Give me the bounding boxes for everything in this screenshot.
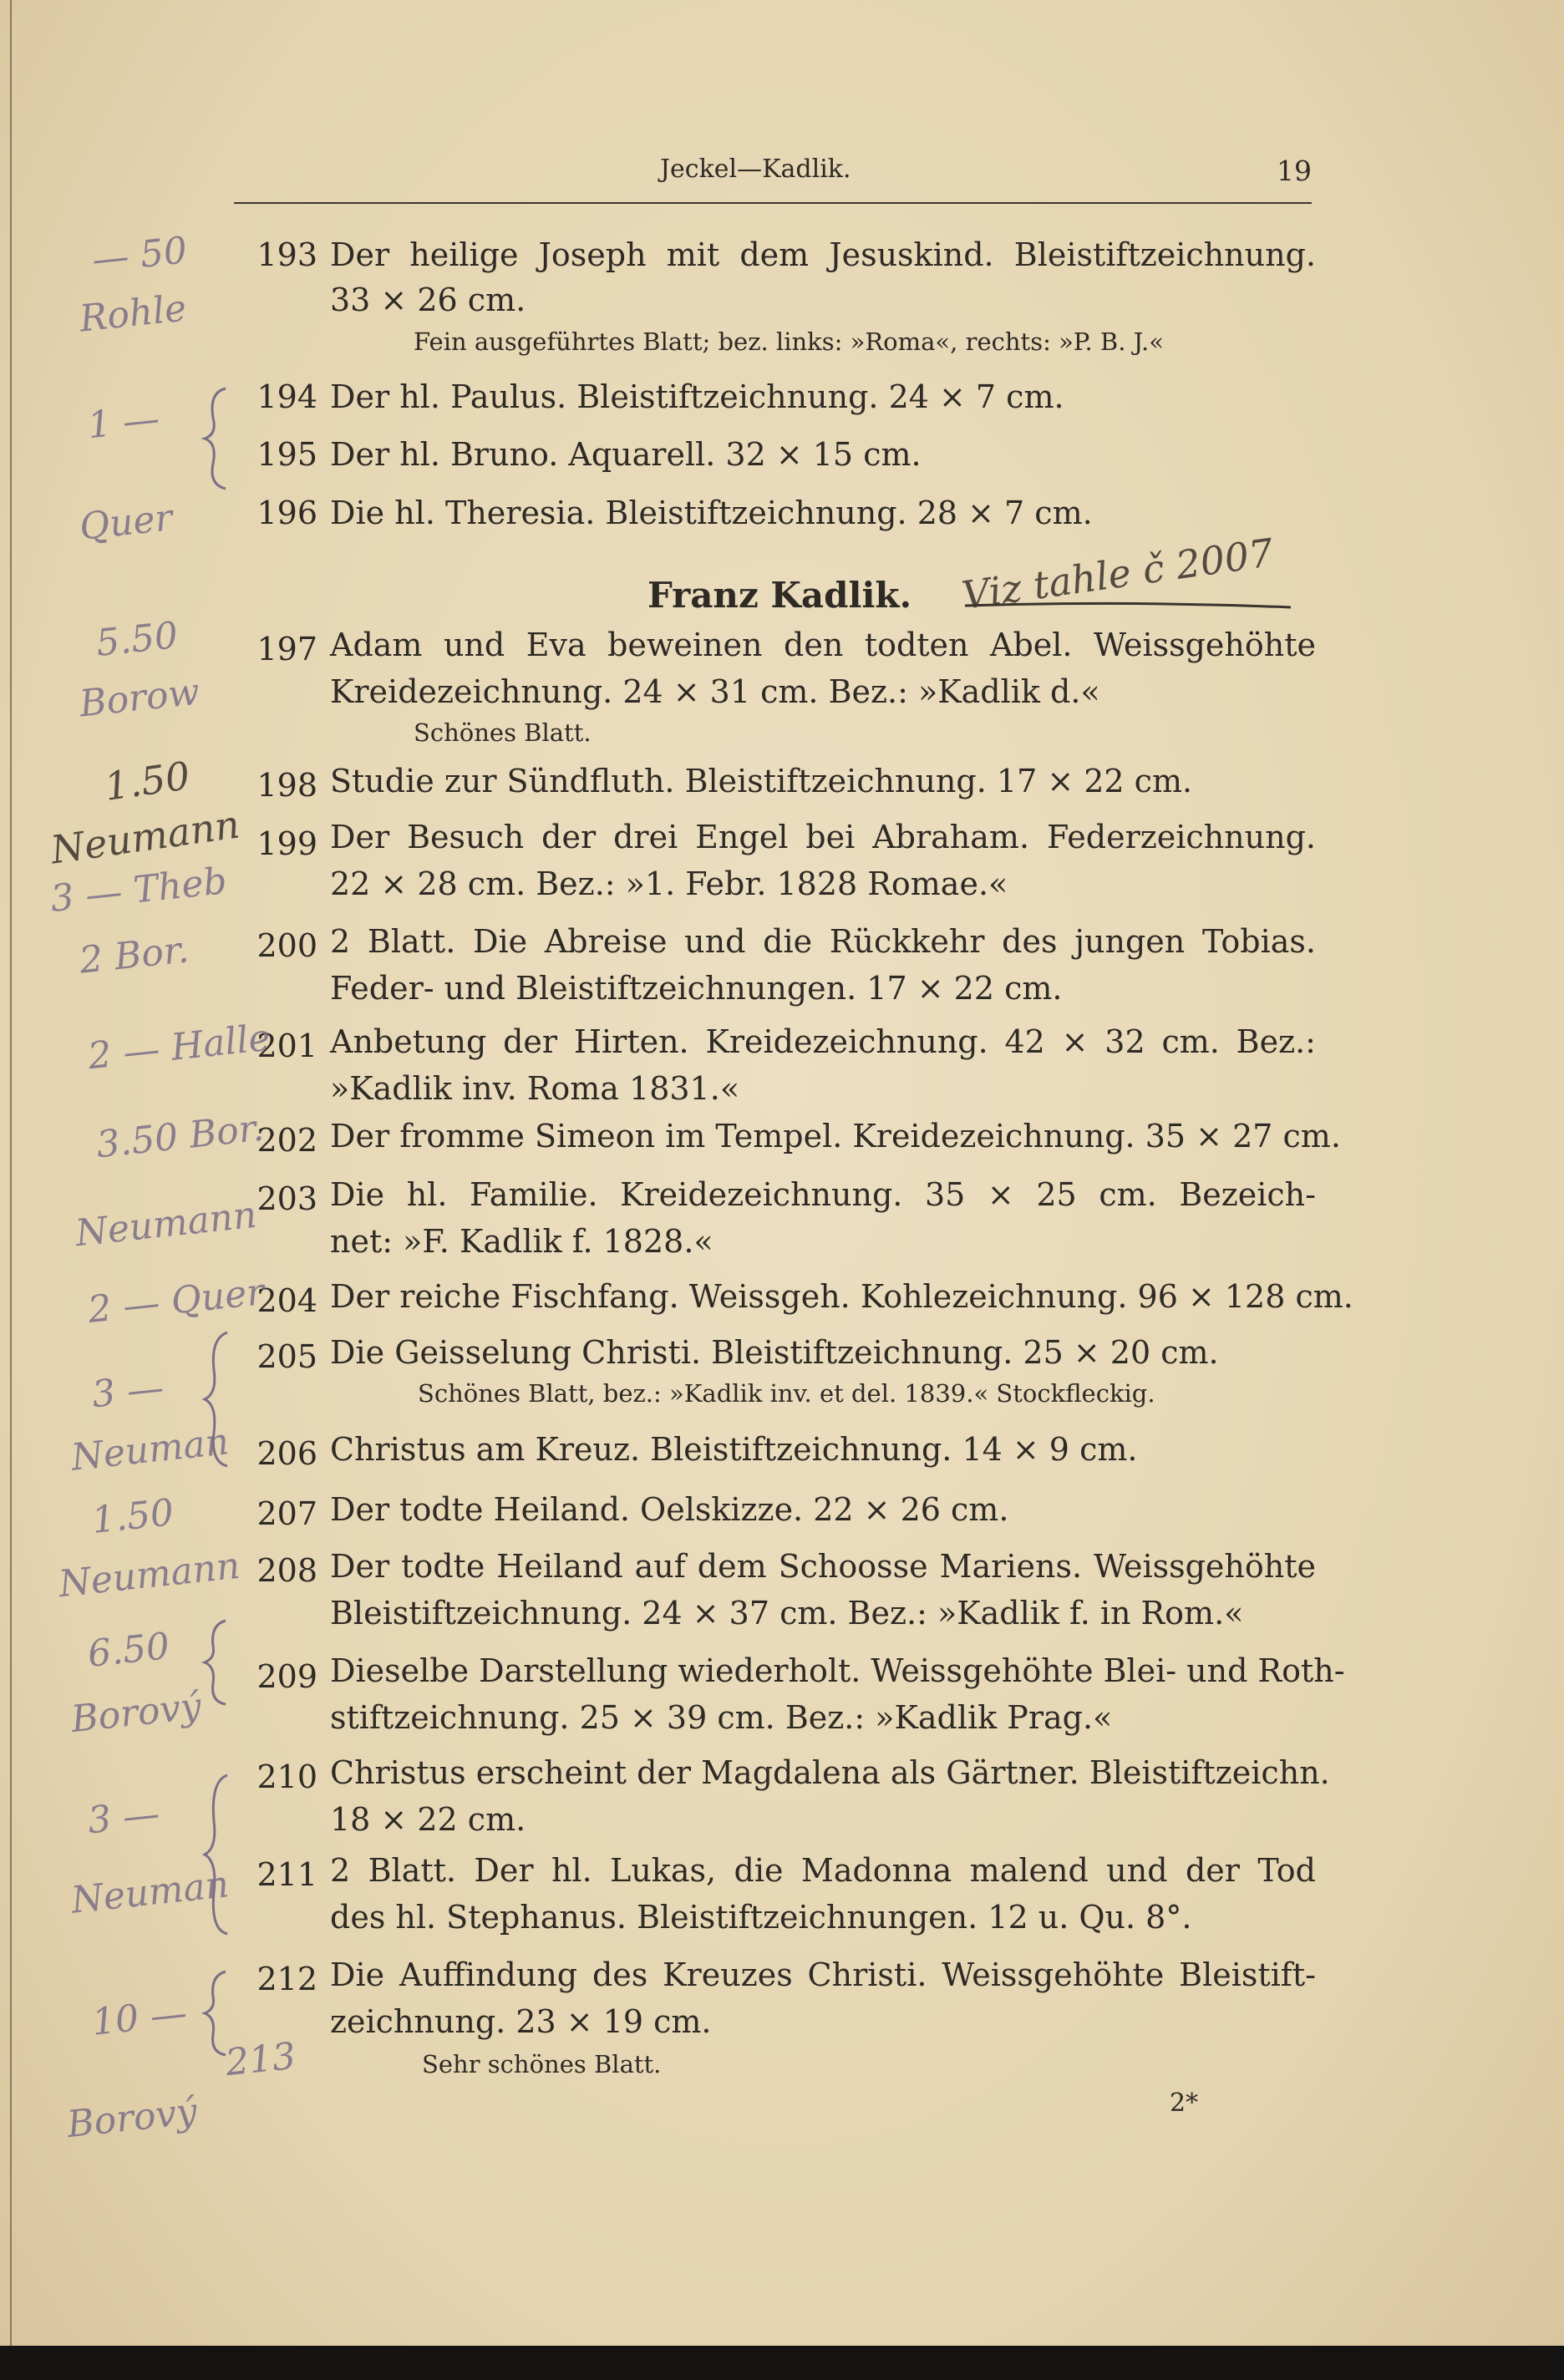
handwritten-price: 3.50 Bor. — [94, 1106, 267, 1167]
pencil-brace — [201, 1967, 234, 2059]
entry-line: Kreidezeichnung. 24 × 31 cm. Bez.: »Kadlik d.« — [330, 673, 1100, 710]
entry-line: Dieselbe Darstellung wiederholt. Weissgehöhte Blei- und Roth- — [330, 1652, 1345, 1689]
entry-number: 197 — [256, 631, 317, 667]
entry-line: Der Besuch der drei Engel bei Abraham. Federzeichnung. — [330, 819, 1316, 855]
entry-note: Schönes Blatt. — [414, 718, 592, 747]
entry-line: net: »F. Kadlik f. 1828.« — [330, 1223, 713, 1260]
entry-line: Die Auffindung des Kreuzes Christi. Weissgehöhte Bleistift- — [330, 1956, 1316, 1993]
entry-number: 206 — [256, 1435, 317, 1472]
handwritten-price: — 50 — [89, 229, 190, 282]
handwritten-price: 3 — — [89, 1366, 166, 1417]
entry-number: 198 — [256, 767, 317, 804]
handwritten-buyer: Neuman — [69, 1863, 231, 1922]
entry-line: Der fromme Simeon im Tempel. Kreidezeichnung. 35 × 27 cm. — [330, 1118, 1341, 1154]
handwritten-price: 2 — Halle — [85, 1016, 272, 1078]
entry-line: Studie zur Sündfluth. Bleistiftzeichnung. 17 × 22 cm. — [330, 763, 1193, 799]
entry-line: 22 × 28 cm. Bez.: »1. Febr. 1828 Romae.« — [330, 865, 1008, 902]
entry-note: Fein ausgeführtes Blatt; bez. links: »Roma«, rechts: »P. B. J.« — [414, 327, 1164, 356]
entry-number: 200 — [256, 927, 317, 964]
handwritten-price: 10 — — [89, 1992, 190, 2044]
entry-line: stiftzeichnung. 25 × 39 cm. Bez.: »Kadlik Prag.« — [330, 1699, 1113, 1736]
entry-line: Die Geisselung Christi. Bleistiftzeichnung. 25 × 20 cm. — [330, 1334, 1219, 1371]
handwritten-price: 3 — Theb — [48, 860, 229, 921]
header-title: Jeckel—Kadlik. — [660, 155, 851, 184]
handwritten-price: 2 — Quer — [85, 1271, 267, 1332]
pencil-brace — [201, 1328, 234, 1470]
handwritten-reference: Viz tahle č 2007 — [959, 530, 1277, 618]
handwritten-price: 1.50 — [101, 753, 193, 809]
entry-number: 209 — [256, 1658, 317, 1695]
handwritten-price: 3 — — [85, 1792, 162, 1843]
entry-number: 210 — [256, 1758, 317, 1795]
entry-line: 2 Blatt. Der hl. Lukas, die Madonna malend und der Tod — [330, 1852, 1316, 1889]
entry-line: Der heilige Joseph mit dem Jesuskind. Bleistiftzeichnung. — [330, 236, 1316, 273]
handwritten-buyer: Borow — [77, 670, 202, 726]
entry-note: Schönes Blatt, bez.: »Kadlik inv. et del. 1839.« Stockfleckig. — [418, 1379, 1155, 1408]
handwritten-price: 1 — — [85, 397, 162, 448]
handwritten-buyer: Neuman — [69, 1420, 231, 1479]
page-number: 19 — [1277, 155, 1312, 187]
entry-number: 203 — [256, 1180, 317, 1217]
entry-line: 2 Blatt. Die Abreise und die Rückkehr des jungen Tobias. — [330, 923, 1316, 960]
entry-line: Die hl. Familie. Kreidezeichnung. 35 × 25 cm. Bezeich- — [330, 1176, 1316, 1213]
entry-line: Adam und Eva beweinen den todten Abel. Weissgehöhte — [330, 627, 1316, 663]
pencil-brace — [201, 1771, 234, 1938]
entry-note: Sehr schönes Blatt. — [422, 2050, 662, 2078]
section-heading: Franz Kadlik. — [647, 575, 912, 616]
entry-number: 205 — [256, 1338, 317, 1375]
entry-number: 207 — [256, 1495, 317, 1532]
entry-number: 195 — [256, 436, 317, 473]
entry-line: Anbetung der Hirten. Kreidezeichnung. 42 × 32 cm. Bez.: — [330, 1023, 1316, 1060]
entry-line: Der hl. Bruno. Aquarell. 32 × 15 cm. — [330, 436, 922, 473]
pencil-brace — [201, 1616, 234, 1708]
scan-bottom-edge — [0, 2346, 1564, 2380]
entry-line: Die hl. Theresia. Bleistiftzeichnung. 28 × 7 cm. — [330, 495, 1093, 531]
entry-number: 211 — [256, 1856, 317, 1893]
handwritten-buyer: Quer — [77, 496, 175, 549]
pencil-underline — [961, 597, 1295, 614]
entry-line: »Kadlik inv. Roma 1831.« — [330, 1070, 740, 1107]
entry-line: Bleistiftzeichnung. 24 × 37 cm. Bez.: »Kadlik f. in Rom.« — [330, 1595, 1244, 1631]
entry-number: 199 — [256, 825, 317, 862]
entry-line: Christus erscheint der Magdalena als Gärtner. Bleistiftzeichn. — [330, 1754, 1330, 1791]
handwritten-price: 5.50 — [94, 614, 180, 665]
handwritten-price: 2 Bor. — [77, 928, 191, 982]
handwritten-buyer: Borový — [64, 2089, 200, 2147]
handwritten-buyer: Borový — [69, 1684, 204, 1742]
entry-number: 201 — [256, 1028, 317, 1064]
entry-line: 18 × 22 cm. — [330, 1801, 526, 1838]
entry-line: 33 × 26 cm. — [330, 282, 526, 318]
entry-line: Der reiche Fischfang. Weissgeh. Kohlezeichnung. 96 × 128 cm. — [330, 1278, 1353, 1315]
handwritten-buyer: Neumann — [73, 1193, 259, 1256]
signature-mark: 2* — [1170, 2088, 1199, 2118]
handwritten-buyer: Neumann — [48, 801, 243, 873]
entry-number: 194 — [256, 378, 317, 415]
entry-number: 204 — [256, 1282, 317, 1319]
entry-line: Der todte Heiland. Oelskizze. 22 × 26 cm. — [330, 1491, 1009, 1528]
entry-line: Der hl. Paulus. Bleistiftzeichnung. 24 × 7 cm. — [330, 378, 1064, 415]
entry-line: zeichnung. 23 × 19 cm. — [330, 2003, 712, 2040]
entry-number: 208 — [256, 1552, 317, 1589]
handwritten-number: 213 — [223, 2034, 298, 2085]
handwritten-price: 6.50 — [85, 1625, 172, 1676]
entry-number: 196 — [256, 495, 317, 531]
handwritten-price: 1.50 — [89, 1491, 176, 1542]
handwritten-buyer: Neumann — [56, 1544, 242, 1606]
entry-number: 193 — [256, 236, 317, 273]
entry-line: des hl. Stephanus. Bleistiftzeichnungen. 12 u. Qu. 8°. — [330, 1899, 1192, 1936]
entry-number: 212 — [256, 1961, 317, 1997]
entry-line: Feder- und Bleistiftzeichnungen. 17 × 22 cm. — [330, 970, 1063, 1007]
handwritten-buyer: Rohle — [77, 287, 189, 341]
entry-line: Der todte Heiland auf dem Schoosse Mariens. Weissgehöhte — [330, 1548, 1316, 1585]
pencil-brace — [201, 384, 234, 493]
entry-line: Christus am Kreuz. Bleistiftzeichnung. 14 × 9 cm. — [330, 1431, 1138, 1468]
entry-number: 202 — [256, 1122, 317, 1159]
